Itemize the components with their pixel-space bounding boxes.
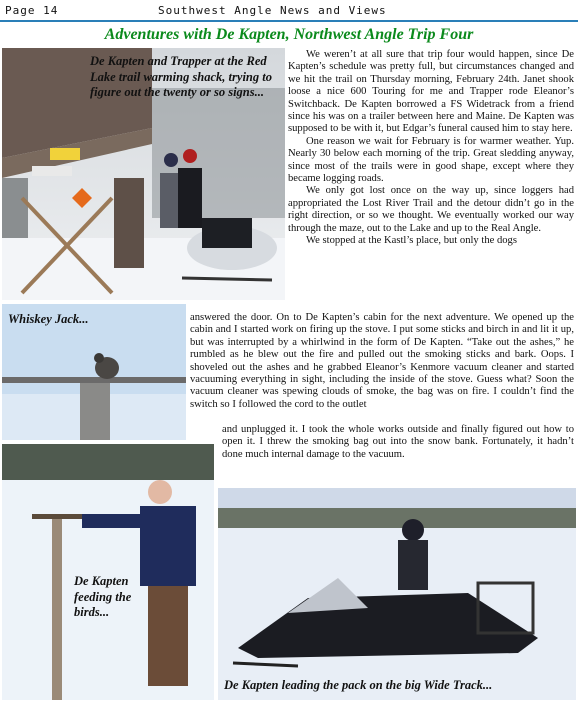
paragraph-4-end: and unplugged it. I took the whole works outside and finally figured out how to open it. I threw the smoking bag out into the snow bank. Fortunately, it hadn’t done much internal damage to the vacuum. xyxy=(222,424,574,460)
photo-wide-track xyxy=(218,488,576,700)
article-title: Adventures with De Kapten, Northwest Angle Trip Four xyxy=(104,26,474,43)
paragraph-3: We only got lost once on the way up, since loggers had appropriated the Lost River Trail and the detour didn’t go in the right direction, or so we thought. We eventually worked our way through the maze, out to the Lake and up to the Real Angle. xyxy=(288,185,574,234)
article-body-lower xyxy=(222,424,574,461)
photo-trail-shack xyxy=(2,48,285,300)
page-header xyxy=(0,0,578,20)
article-body-middle xyxy=(190,312,574,411)
paragraph-4-body: answered the door. On to De Kapten’s cabin for the next adventure. We opened up the cabin and I started work on firing up the stove. I put some sticks and birch in and lit it up, but was interrupted by a whirlwind in the form of De Kapten. “Take out the ashes,” he rumbled as he blew out the fire and pulled out the smoking sticks and bark. Oops. I shoveled out the ashes and he grabbed Eleanor’s Kenmore vacuum cleaner and started vacuuming everything in sight, including the inside of the stove. Guess what? Soon the vacuum cleaner was spewing clouds of smoke, the bag was on fire. I couldn’t find the switch so I followed the cord to the outlet xyxy=(190,312,574,410)
publication-title: Southwest Angle News and Views xyxy=(158,4,387,17)
page-number: Page 14 xyxy=(5,4,59,17)
paragraph-4-lead: We stopped at the Kastl’s place, but only the dogs xyxy=(306,235,517,247)
photo-feeding-birds xyxy=(2,444,214,700)
paragraph-1: We weren’t at all sure that trip four would happen, since De Kapten’s schedule was pretty full, but circumstances changed and we hit the trail on Thursday morning, February 24th. Janet shook loose a nice 600 Touring for me and Trapper rode Eleanor’s Switchback. De Kapten borrowed a FS Widetrack from a friend since his was on a trailer between here and Maine. De Kapten was supposed to be with it, but Edgar’s funeral caused him to stay here. xyxy=(288,49,574,135)
caption-trail-shack: De Kapten and Trapper at the Red Lake trail warming shack, trying to figure out the twenty or so signs... xyxy=(90,54,272,99)
header-rule xyxy=(0,20,578,22)
feeding-birds-image xyxy=(2,444,214,700)
caption-whiskey-jack: Whiskey Jack... xyxy=(8,312,89,326)
paragraph-2: One reason we wait for February is for warmer weather. Yup. Nearly 30 below each morning of the trip. Great sledding anyway, since most of the trails were in good shape, except where they became logging roads. xyxy=(288,135,574,185)
photo-whiskey-jack xyxy=(2,304,186,440)
caption-feeding-birds: De Kapten feeding the birds... xyxy=(74,574,132,619)
caption-wide-track: De Kapten leading the pack on the big Wide Track... xyxy=(224,678,493,692)
wide-track-image xyxy=(218,488,576,700)
article-body-upper xyxy=(288,49,574,248)
